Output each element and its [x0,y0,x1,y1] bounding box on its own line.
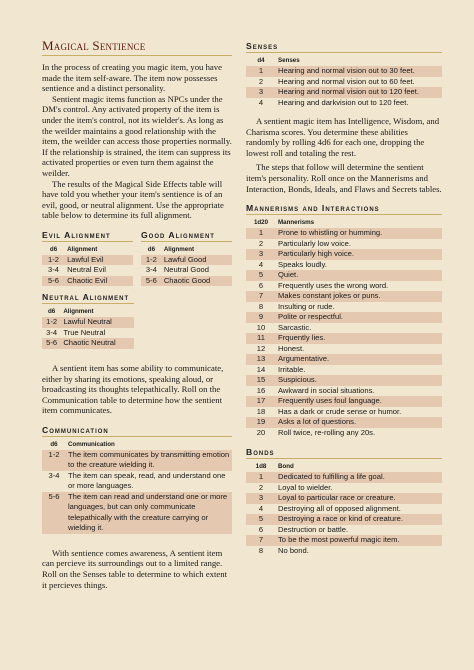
result-cell: The item can read and understand one or more languages, but can only communicate telepathically with the creature carrying or wielding it. [66,492,232,534]
result-cell: Asks a lot of questions. [276,417,442,428]
neutral-alignment-heading: Neutral Alignment [42,292,134,304]
roll-cell: 10 [256,322,266,332]
roll-cell: 8 [258,545,264,555]
table-row [246,302,442,313]
bonds-heading: Bonds [246,447,442,459]
ability-scores-paragraph: A sentient magic item has Intelligence, Wisdom, and Charisma scores. You determine these abilities randomly by rolling 4d6 for each one, dropping the lowest roll and totaling the rest. [246,116,440,158]
table-row [42,276,133,287]
roll-cell: 16 [256,385,266,395]
alignment-tables [42,230,232,287]
table-row [246,249,442,260]
roll-cell: 3 [246,493,276,504]
table-row [246,546,442,557]
good-alignment-heading: Good Alignment [141,230,232,242]
table-row [246,354,442,365]
table-row [42,492,232,534]
roll-cell: 6 [258,280,264,290]
table-row [246,98,442,109]
result-cell: No bond. [278,545,309,555]
roll-cell: 13 [246,354,276,365]
roll-cell: 19 [246,417,276,428]
roll-cell: 4 [258,259,264,269]
column-header: d4 [257,57,265,64]
neutral-alignment-table [42,307,134,349]
table-row [246,504,442,515]
good-alignment-table [141,245,232,287]
roll-cell: 1 [246,472,276,483]
result-cell: Irritable. [278,364,306,374]
table-row [246,483,442,494]
column-header: d6 [50,440,58,448]
roll-cell: 7 [246,535,276,546]
roll-cell: 1-2 [42,317,61,328]
table-row [246,428,442,439]
roll-cell: 8 [258,301,264,311]
table-row [42,265,133,276]
result-cell: Chaotic Good [162,276,232,287]
result-cell: Polite or respectful. [276,312,442,323]
result-cell: Destroying a race or kind of creature. [276,514,442,525]
result-cell: Neutral Good [163,265,209,275]
mannerisms-heading: Mannerisms and Interactions [246,203,442,215]
good-alignment-block [141,230,232,287]
personality-paragraph: The steps that follow will determine the sentient item's personality. Roll once on the Mannerisms and Interaction, Bonds, Ideals, and Flaws and Secrets tables. [246,162,442,194]
result-cell: Has a dark or crude sense or humor. [278,406,402,416]
result-cell: Awkward in social situations. [278,385,375,395]
senses-intro: With sentience comes awareness, A sentient item can percieve its surroundings out to a limited range. Roll on the Senses table to determine to which extent it percieves things. [42,547,228,590]
table-row [246,535,442,546]
table-row [246,260,442,271]
column-header: Senses [278,57,300,64]
table-row [246,281,442,292]
result-cell: Loyal to particular race or creature. [276,493,442,504]
result-cell: Hearing and normal vision out to 120 feet. [276,87,442,98]
mannerisms-table [246,218,442,438]
column-header: 1d20 [253,219,269,227]
result-cell: Roll twice, re-rolling any 20s. [278,427,376,437]
result-cell: Suspicious. [276,375,442,386]
result-cell: Lawful Good [162,255,232,266]
table-row [246,323,442,334]
table-row [141,276,232,287]
column-header: Alignment [67,245,98,253]
table-row [246,87,442,98]
table-row [246,472,442,483]
senses-heading: Senses [246,41,442,53]
roll-cell: 11 [246,333,276,344]
result-cell: Lawful Evil [65,255,133,266]
roll-cell: 5-6 [42,276,65,287]
roll-cell: 2 [258,76,264,86]
table-row [42,338,134,349]
communication-heading: Communication [42,425,232,437]
roll-cell: 18 [256,406,266,416]
column-header: d6 [147,245,156,253]
communication-table [42,440,232,534]
result-cell: Frequently uses the wrong word. [278,280,389,290]
table-row [246,66,442,77]
roll-cell: 1 [246,228,276,239]
result-cell: Insulting or rude. [278,301,335,311]
result-cell: Chaotic Evil [65,276,133,287]
roll-cell: 3-4 [145,265,157,275]
communication-intro: A sentient item has some ability to communicate, either by sharing its emotions, speaking aloud, or broadcasting its thoughts telepathically. Roll on the Communication table to determine how the sentient item communicates. [42,362,224,416]
roll-cell: 5-6 [42,492,66,534]
table-row [42,328,134,339]
column-header: Alignment [163,245,195,253]
left-column [42,38,232,590]
result-cell: Sarcastic. [278,322,312,332]
result-cell: Prone to whistling or humming. [276,228,442,239]
result-cell: Makes constant jokes or puns. [276,291,442,302]
result-cell: Dedicated to fulfilling a life goal. [276,472,442,483]
result-cell: The item communicates by transmitting emotion to the creature wielding it. [66,450,232,471]
roll-cell: 1-2 [42,450,66,471]
roll-cell: 1 [246,66,276,77]
roll-cell: 6 [258,524,264,534]
roll-cell: 2 [258,238,264,248]
intro-paragraph: The results of the Magical Side Effects table will have told you whether your item's sentience is of an evil, good, or neutral alignment. Use the appropriate table below to determine its full alignment. [42,178,224,221]
table-row [42,255,133,266]
column-header: d6 [48,308,56,316]
table-row [246,514,442,525]
table-row [42,317,134,328]
result-cell: To be the most powerful magic item. [276,535,442,546]
roll-cell: 5 [246,514,276,525]
result-cell: Particularly low voice. [278,238,352,248]
result-cell: Destruction or battle. [278,524,349,534]
result-cell: Hearing and normal vision out to 60 feet. [278,76,415,86]
result-cell: Hearing and normal vision out to 30 feet. [276,66,442,77]
roll-cell: 5-6 [141,276,162,287]
column-header: d6 [49,245,58,253]
column-header: Mannerisms [278,219,315,227]
roll-cell: 14 [256,364,266,374]
result-cell: Lawful Neutral [61,317,134,328]
roll-cell: 3 [246,249,276,260]
result-cell: Frequently uses foul language. [276,396,442,407]
roll-cell: 3-4 [48,265,60,275]
table-row [246,333,442,344]
table-row [246,386,442,397]
table-row [246,344,442,355]
senses-table [246,56,442,108]
table-row [246,77,442,88]
table-row [246,291,442,302]
right-column [246,38,442,556]
roll-cell: 4 [258,503,264,513]
result-cell: Chaotic Neutral [61,338,134,349]
table-row [246,407,442,418]
table-row [246,525,442,536]
table-row [141,255,232,266]
intro-paragraph: Sentient magic items function as NPCs under the DM's control. Any activated property of the item is under the item's control, not its wielder's. As long as the weilder maintains a good relationship with the item, the weilder can access those properties normally. If the relationship is strained, the item can suppress its activated properties or even turn them against the weilder. [42,93,232,178]
roll-cell: 5 [246,270,276,281]
table-row [246,417,442,428]
roll-cell: 5-6 [42,338,61,349]
roll-cell: 4 [258,97,264,107]
roll-cell: 3 [246,87,276,98]
table-row [246,493,442,504]
result-cell: Argumentative. [276,354,442,365]
roll-cell: 7 [246,291,276,302]
result-cell: Speaks loudly. [278,259,327,269]
evil-alignment-block [42,230,133,287]
column-header: Bond [278,463,294,471]
roll-cell: 12 [256,343,266,353]
table-row [246,396,442,407]
roll-cell: 3-4 [48,470,60,480]
column-header: 1d8 [255,463,267,471]
roll-cell: 20 [256,427,266,437]
roll-cell: 9 [246,312,276,323]
result-cell: Honest. [278,343,305,353]
roll-cell: 1-2 [42,255,65,266]
roll-cell: 15 [246,375,276,386]
intro-paragraph: In the process of creating you magic item, you have made the item self-aware. The item now possesses sentience and a distinct personality. [42,62,222,94]
roll-cell: 3-4 [46,327,58,337]
result-cell: Particularly high voice. [276,249,442,260]
result-cell: Loyal to wielder. [278,482,333,492]
result-cell: Quiet. [276,270,442,281]
table-row [42,450,232,471]
page-title: Magical Sentience [42,38,232,56]
column-header: Communication [68,440,115,448]
table-row [246,239,442,250]
result-cell: Frquently lies. [276,333,442,344]
evil-alignment-table [42,245,133,287]
table-row [246,228,442,239]
result-cell: True Neutral [63,327,106,337]
roll-cell: 2 [258,482,264,492]
column-header: Alignment [63,308,94,316]
table-row [246,375,442,386]
table-row [246,365,442,376]
roll-cell: 1-2 [141,255,162,266]
result-cell: Destroying all of opposed alignment. [278,503,401,513]
table-row [141,265,232,276]
table-row [42,471,232,492]
table-row [246,312,442,323]
bonds-table [246,462,442,556]
evil-alignment-heading: Evil Alignment [42,230,133,242]
result-cell: Hearing and darkvision out to 120 feet. [278,97,409,107]
result-cell: The item can speak, read, and understand one or more languages. [68,470,226,491]
result-cell: Neutral Evil [67,265,106,275]
table-row [246,270,442,281]
roll-cell: 17 [246,396,276,407]
neutral-alignment-block [42,292,134,349]
